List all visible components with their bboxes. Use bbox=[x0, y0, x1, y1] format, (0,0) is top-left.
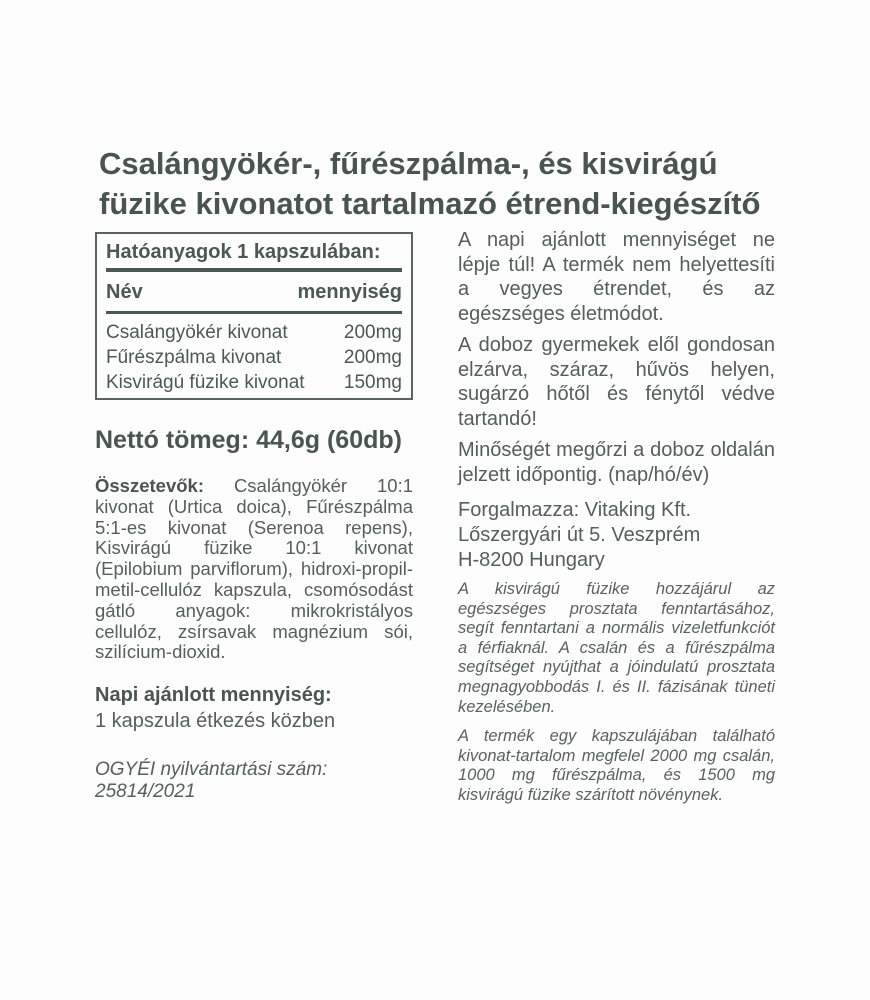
product-title bbox=[99, 144, 799, 224]
active-ingredients-table bbox=[95, 232, 413, 400]
table-caption: Hatóanyagok 1 kapszulában: bbox=[106, 241, 381, 263]
distributor-block bbox=[458, 498, 775, 573]
ingredient-name: Kisvirágú füzike kivonat bbox=[106, 372, 305, 393]
table-header-row bbox=[97, 279, 411, 311]
daily-dose-text: 1 kapszula étkezés közben bbox=[95, 710, 336, 733]
ingredient-quantity: 200mg bbox=[343, 347, 402, 368]
equivalence-claim-paragraph: A termék egy kapszulájában található kivonat-tartalom megfelel 2000 mg csalán, 1000 mg fűrészpálma, és 1500 mg kisvirágú füzike szárított növénynek. bbox=[458, 727, 775, 804]
warning-paragraph-1: A napi ajánlott mennyiséget ne lépje túl! A termék nem helyettesíti a vegyes étrendet, és az egészséges életmódot. bbox=[458, 229, 775, 325]
distributor-street: Lőszergyári út 5. Veszprém bbox=[458, 524, 701, 546]
table-header-rule bbox=[106, 311, 402, 314]
daily-dose-section bbox=[95, 683, 413, 734]
daily-dose-heading: Napi ajánlott mennyiség: bbox=[95, 684, 332, 707]
table-header-name: Név bbox=[106, 281, 143, 303]
distributor-country: H-8200 Hungary bbox=[458, 549, 605, 571]
table-row bbox=[97, 320, 411, 345]
left-column bbox=[95, 232, 413, 803]
net-weight-heading: Nettó tömeg: 44,6g (60db) bbox=[95, 426, 402, 454]
distributor-name: Forgalmazza: Vitaking Kft. bbox=[458, 499, 692, 521]
ingredient-name: Csalángyökér kivonat bbox=[106, 322, 288, 343]
ingredient-name: Fűrészpálma kivonat bbox=[106, 347, 282, 368]
shelf-life-paragraph: Minőségét megőrzi a doboz oldalán jelzett időpontig. (nap/hó/év) bbox=[458, 439, 775, 486]
health-claim-paragraph: A kisvirágú füzike hozzájárul az egészséges prosztata fenntartásához, segít fenntartani a normális vizeletfunkciót a férfiaknál. A csalán és a fűrészpálma segítséget nyújthat a jóindulatú prosztata megnagyobbodás I. és II. fázisának tüneti kezelésében. bbox=[458, 580, 775, 716]
table-row bbox=[97, 345, 411, 370]
table-header-quantity: mennyiség bbox=[297, 281, 402, 303]
ingredient-quantity: 200mg bbox=[343, 322, 402, 343]
right-column bbox=[458, 228, 775, 816]
product-title-line-2: füzike kivonatot tartalmazó étrend-kiegészítő bbox=[99, 186, 761, 221]
table-caption-rule bbox=[106, 268, 402, 272]
ingredients-text: Csalángyökér 10:1 kivonat (Urtica doica), Fűrészpálma 5:1-es kivonat (Serenoa repens), Kisvirágú füzike 10:1 kivonat (Epilobium parviflorum), hidroxi-propil-metil-cellulóz kapszula, csomósodást gátló anyagok: mikrokristályos cellulóz, zsírsavak magnézium sói, szilícium-dioxid. bbox=[95, 475, 413, 663]
warning-paragraph-2: A doboz gyermekek elől gondosan elzárva, száraz, hűvös helyen, sugárzó hőtől és fénytől védve tartandó! bbox=[458, 334, 775, 430]
ogyei-registration-number: OGYÉI nyilvántartási szám: 25814/2021 bbox=[95, 759, 328, 803]
ingredients-paragraph bbox=[95, 476, 413, 663]
ingredient-quantity: 150mg bbox=[343, 372, 402, 393]
ingredients-label: Összetevők: bbox=[95, 475, 204, 496]
product-title-line-1: Csalángyökér-, fűrészpálma-, és kisvirágú bbox=[99, 146, 718, 181]
table-row bbox=[97, 370, 411, 395]
